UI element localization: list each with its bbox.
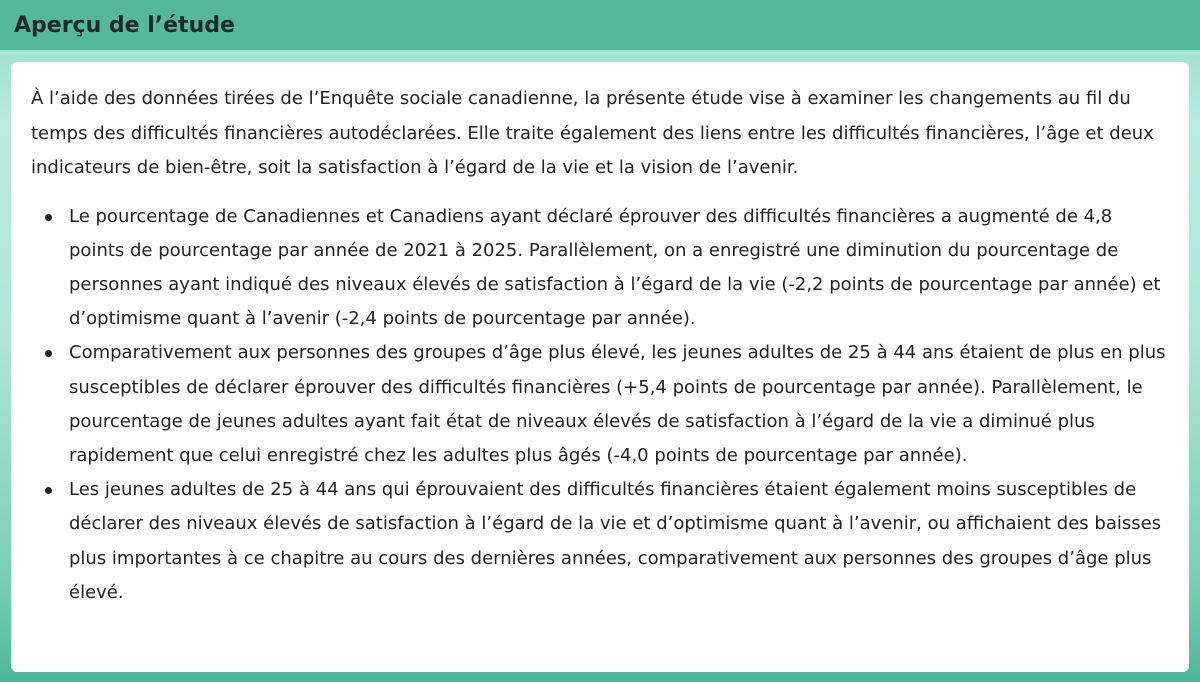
- bullet-icon: [45, 214, 52, 221]
- bullet-icon: [45, 350, 52, 357]
- finding-item: [69, 200, 1169, 337]
- finding-item: [69, 473, 1169, 610]
- findings-list: [31, 200, 1169, 610]
- intro-paragraph: À l’aide des données tirées de l’Enquête sociale canadienne, la présente étude vise à examiner les changements au fil du temps des difficultés financières autodéclarées. Elle traite également des liens entre les difficultés financières, l’âge et deux indicateurs de bien-être, soit la satisfaction à l’égard de la vie et la vision de l’avenir.: [31, 88, 1154, 178]
- bullet-icon: [45, 487, 52, 494]
- finding-text: Le pourcentage de Canadiennes et Canadiens ayant déclaré éprouver des difficultés financières a augmenté de 4,8 points de pourcentage par année de 2021 à 2025. Parallèlement, on a enregistré une diminution du pourcentage de personnes ayant indiqué des niveaux élevés de satisfaction à l’égard de la vie (-2,2 points de pourcentage par année) et d’optimisme quant à l’avenir (-2,4 points de pourcentage par année).: [69, 205, 1161, 330]
- finding-text: Les jeunes adultes de 25 à 44 ans qui éprouvaient des difficultés financières étaient également moins susceptibles de déclarer des niveaux élevés de satisfaction à l’égard de la vie et d’optimisme quant à l’avenir, ou affichaient des baisses plus importantes à ce chapitre au cours des dernières années, comparativement aux personnes des groupes d’âge plus élevé.: [69, 479, 1162, 603]
- finding-text: Comparativement aux personnes des groupes d’âge plus élevé, les jeunes adultes de 25 à 44 ans étaient de plus en plus susceptibles de déclarer éprouver des difficultés financières (+5,4 points de pourcentage par année). Parallèlement, le pourcentage de jeunes adultes ayant fait état de niveaux élevés de satisfaction à l’égard de la vie a diminué plus rapidement que celui enregistré chez les adultes plus âgés (-4,0 points de pourcentage par année).: [69, 342, 1166, 466]
- panel-title: Aperçu de l’étude: [14, 12, 235, 38]
- panel-body: [11, 62, 1189, 672]
- finding-item: [69, 336, 1169, 473]
- panel-header: [0, 0, 1200, 50]
